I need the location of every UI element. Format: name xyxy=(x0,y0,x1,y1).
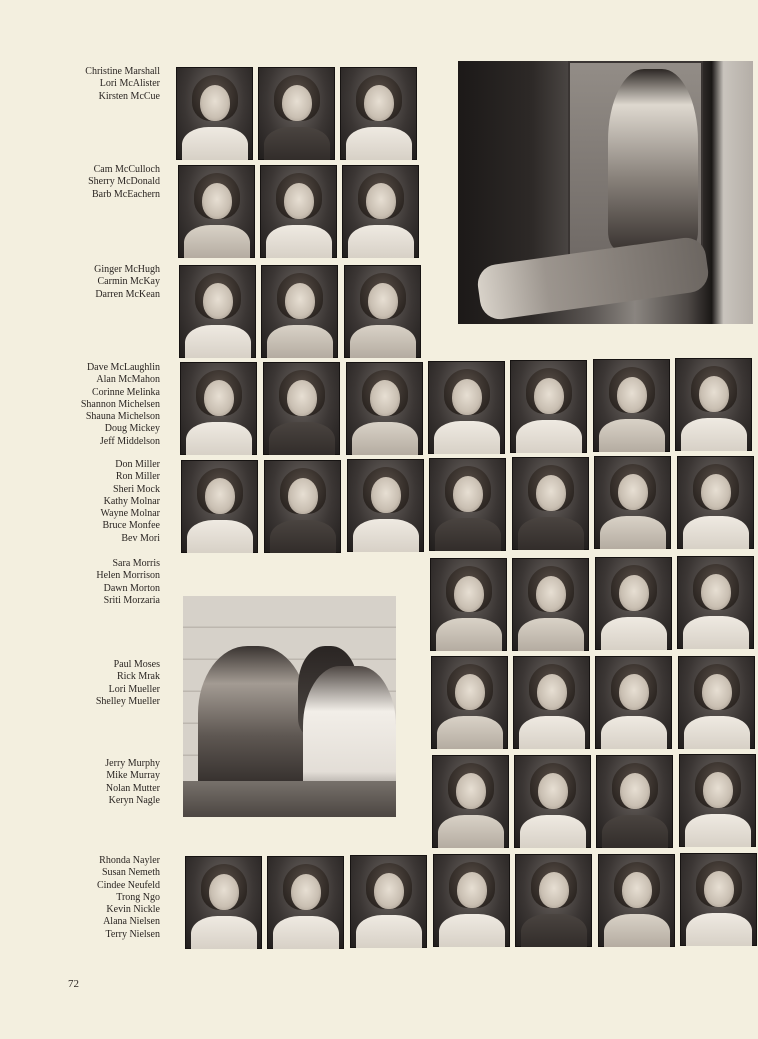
student-portrait xyxy=(512,558,589,651)
student-name: Ginger McHugh xyxy=(94,264,160,275)
student-name: Dawn Morton xyxy=(103,582,160,594)
student-portrait xyxy=(596,755,673,848)
name-list-group-3 xyxy=(94,264,160,301)
student-name: Terry Nielsen xyxy=(105,928,160,940)
student-portrait xyxy=(344,265,421,358)
student-name: Doug Mickey xyxy=(104,423,160,435)
name-list-group-8 xyxy=(105,758,160,807)
student-name: Kevin Nickle xyxy=(106,904,160,916)
name-list-group-2 xyxy=(88,164,160,201)
student-name: Keryn Nagle xyxy=(108,794,160,806)
student-portrait xyxy=(261,265,338,358)
student-name: Dave McLaughlin xyxy=(86,362,160,373)
student-portrait xyxy=(680,853,757,946)
student-name: Corinne Melinka xyxy=(91,386,160,398)
student-portrait xyxy=(513,656,590,749)
student-name: Cam McCulloch xyxy=(93,164,160,175)
student-portrait xyxy=(510,360,587,453)
student-portrait xyxy=(515,854,592,947)
student-portrait xyxy=(675,358,752,451)
student-portrait xyxy=(350,855,427,948)
student-portrait xyxy=(342,165,419,258)
student-name: Christine Marshall xyxy=(85,66,160,77)
student-portrait xyxy=(260,165,337,258)
student-portrait xyxy=(677,556,754,649)
student-name: Sara Morris xyxy=(112,558,160,569)
student-portrait xyxy=(514,755,591,848)
student-name: Rick Mrak xyxy=(116,671,160,683)
student-name: Kathy Molnar xyxy=(103,495,160,507)
student-name: Kirsten McCue xyxy=(98,90,160,102)
student-portrait xyxy=(679,754,756,847)
name-list-group-7 xyxy=(96,659,160,708)
seated-student-shape xyxy=(608,69,698,249)
student-name: Cindee Neufeld xyxy=(96,879,160,891)
student-portrait xyxy=(595,557,672,650)
student-name: Bruce Monfee xyxy=(102,520,160,532)
student-name: Lori McAlister xyxy=(99,78,160,90)
candid-photo-bench xyxy=(458,61,753,324)
name-list-group-6 xyxy=(96,558,160,607)
student-name: Darren McKean xyxy=(95,288,160,300)
student-name: Barb McEachern xyxy=(91,188,160,200)
student-name: Sherry McDonald xyxy=(88,176,160,188)
student-portrait xyxy=(431,656,508,749)
student-name: Shelley Mueller xyxy=(95,695,160,707)
student-portrait xyxy=(598,854,675,947)
student-portrait xyxy=(512,457,589,550)
student-portrait xyxy=(264,460,341,553)
student-portrait xyxy=(176,67,253,160)
student-portrait xyxy=(347,459,424,552)
student-name: Ron Miller xyxy=(115,471,160,483)
candid-photo-group xyxy=(183,596,396,817)
student-portrait xyxy=(178,165,255,258)
student-portrait xyxy=(428,361,505,454)
student-name: Helen Morrison xyxy=(96,570,160,582)
name-list-group-1 xyxy=(85,66,160,103)
student-portrait xyxy=(678,656,755,749)
student-portrait xyxy=(180,362,257,455)
student-name: Bev Mori xyxy=(121,532,160,544)
student-name: Shannon Michelsen xyxy=(80,398,160,410)
student-name: Nolan Mutter xyxy=(105,782,160,794)
student-name: Alana Nielsen xyxy=(103,916,160,928)
student-portrait xyxy=(340,67,417,160)
student-portrait xyxy=(258,67,335,160)
student-portrait xyxy=(185,856,262,949)
student-name: Don Miller xyxy=(115,459,160,470)
student-name: Wayne Molnar xyxy=(100,508,160,520)
student-name: Paul Moses xyxy=(113,659,160,670)
student-portrait xyxy=(677,456,754,549)
student-name: Jeff Middelson xyxy=(99,435,160,447)
floor-shape xyxy=(183,781,396,817)
name-list-group-4 xyxy=(81,362,160,448)
student-name: Sriti Morzaria xyxy=(103,594,160,606)
student-name: Shauna Michelson xyxy=(85,411,160,423)
student-name: Mike Murray xyxy=(106,770,160,782)
student-portrait xyxy=(595,656,672,749)
student-portrait xyxy=(430,558,507,651)
student-name: Jerry Murphy xyxy=(105,758,160,769)
student-portrait xyxy=(433,854,510,947)
student-name: Sheri Mock xyxy=(113,483,160,495)
student-name: Carmin McKay xyxy=(97,276,160,288)
student-portrait xyxy=(181,460,258,553)
student-portrait xyxy=(179,265,256,358)
page-number: 72 xyxy=(68,978,79,990)
student-name: Alan McMahon xyxy=(96,374,160,386)
student-portrait xyxy=(267,856,344,949)
student-name: Trong Ngo xyxy=(116,891,160,903)
student-portrait xyxy=(593,359,670,452)
name-list-group-5 xyxy=(101,459,160,545)
student-name: Rhonda Nayler xyxy=(99,855,160,866)
student-portrait xyxy=(594,456,671,549)
student-portrait xyxy=(346,362,423,455)
name-list-group-9 xyxy=(97,855,160,941)
student-name: Lori Mueller xyxy=(108,683,160,695)
student-portrait xyxy=(263,362,340,455)
student-name: Susan Nemeth xyxy=(101,867,160,879)
student-portrait xyxy=(429,458,506,551)
student-portrait xyxy=(432,755,509,848)
student-shape xyxy=(198,646,308,796)
